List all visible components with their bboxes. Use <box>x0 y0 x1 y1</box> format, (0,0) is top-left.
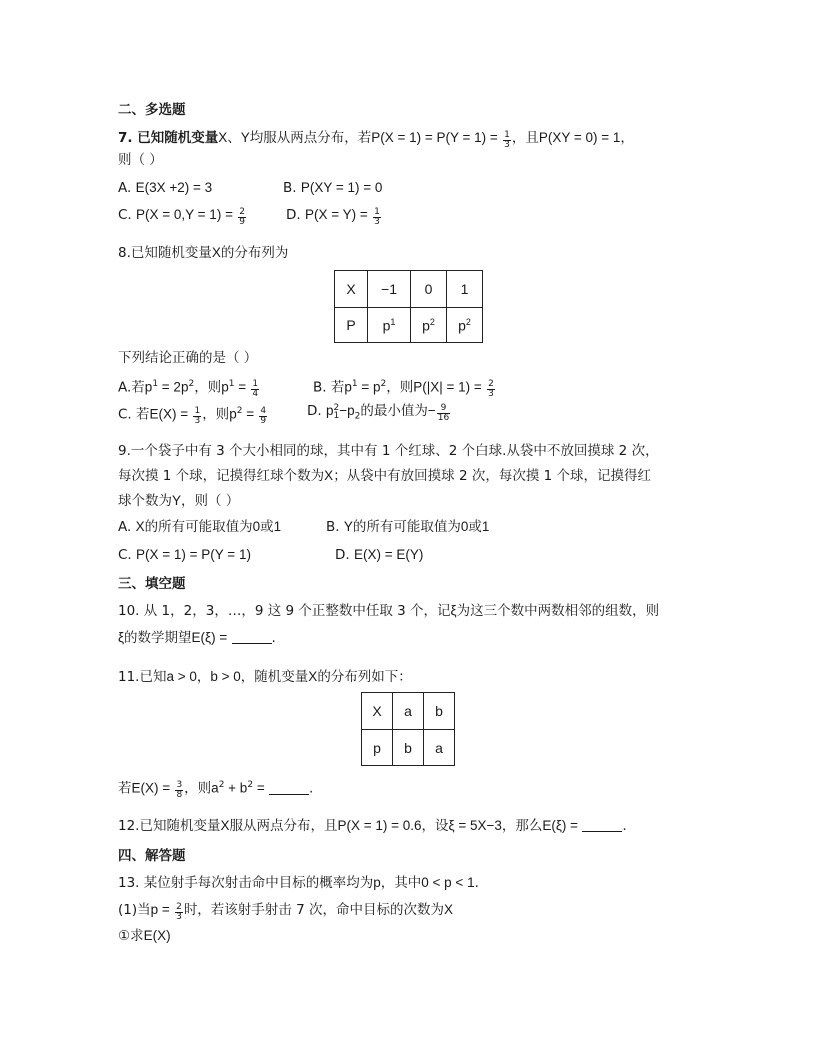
q8-option-a: A.若$p^1 = 2p^2$，则$p^1$ = $\frac{1}{4}$ <box>118 379 259 400</box>
answer-blank[interactable] <box>269 782 309 795</box>
q9-option-c: C. P(X = 1) = P(Y = 1) <box>118 547 251 563</box>
q13-line3: ①求E(X) <box>118 928 171 944</box>
q8-option-d: D. p 2 1 $-p_2$的最小值为− $\frac{9}{16}$ <box>307 402 450 423</box>
q7-option-b: B. P(XY = 1) = 0 <box>283 180 383 196</box>
q9-option-b: B. Y的所有可能取值为0或1 <box>326 519 490 535</box>
q9-line2: 每次摸 1 个球，记摸得红球个数为X；从袋中有放回摸球 2 次，每次摸 1 个球，记摸得红 <box>118 468 652 484</box>
q9-line1: 9.一个袋子中有 3 个大小相同的球，其中有 1 个红球、2 个白球.从袋中不放回摸球 2 次， <box>118 443 659 459</box>
q8-option-b: B. 若$p^1 = p^2$，则P(|X| = 1) = $\frac{2}{3}$ <box>313 379 494 400</box>
q7-line2: 则（ ） <box>118 152 163 168</box>
answer-blank[interactable] <box>582 819 622 832</box>
q11-line1: 11.已知a > 0，b > 0，随机变量X的分布列如下： <box>118 669 412 685</box>
section-fill-in: 三、填空题 <box>118 576 186 592</box>
section-answer: 四、解答题 <box>118 848 186 864</box>
q7-fraction: $\frac{1}{3}$ <box>504 129 510 150</box>
q13-line2: (1)当p = $\frac{2}{3}$ 时，若该射手射击 7 次，命中目标的次数为X <box>118 901 453 922</box>
q8-line1: 8.已知随机变量X的分布列为 <box>118 245 289 261</box>
q11-line2: 若E(X) = $\frac{3}{8}$ ，则$a^2 + b^2$ = . <box>118 780 314 801</box>
q9-option-d: D. E(X) = E(Y) <box>335 547 424 563</box>
q10-line2: ξ的数学期望E(ξ) = . <box>118 630 276 646</box>
q8-distribution-table: X −1 0 1 P $p^1$ $p^2$ $p^2$ <box>334 270 483 343</box>
q10-line1: 10. 从 1，2，3，…，9 这 9 个正整数中任取 3 个，记ξ为这三个数中两数相邻的组数，则 <box>118 603 660 619</box>
q7-option-d: D. P(X = Y) = $\frac{1}{3}$ <box>286 206 380 227</box>
q7-option-a: A. E(3X +2) = 3 <box>118 180 213 196</box>
q13-line1: 13. 某位射手每次射击命中目标的概率均为p，其中0 < p < 1. <box>118 875 479 891</box>
section-multi-choice: 二、多选题 <box>118 102 186 118</box>
q8-option-c: C. 若E(X) = $\frac{1}{3}$ ，则$p^2$ = $\frac{4}{9}$ <box>118 406 267 427</box>
q9-option-a: A. X的所有可能取值为0或1 <box>118 519 282 535</box>
q9-line3: 球个数为Y，则（ ） <box>118 493 240 509</box>
q7-option-c: C. P(X = 0,Y = 1) = $\frac{2}{9}$ <box>118 206 245 227</box>
q8-line2: 下列结论正确的是（ ） <box>118 350 258 366</box>
q11-distribution-table: X a b p b a <box>361 692 455 766</box>
answer-blank[interactable] <box>232 631 272 644</box>
q7-line1: 7. 已知随机变量X、Y均服从两点分布，若P(X = 1) = P(Y = 1) = $\frac{1}{3}$ ，且P(XY = 0) = 1， <box>118 129 634 150</box>
q12-line: 12.已知随机变量X服从两点分布，且P(X = 1) = 0.6，设ξ = 5X−3，那么E(ξ) = . <box>118 818 627 834</box>
